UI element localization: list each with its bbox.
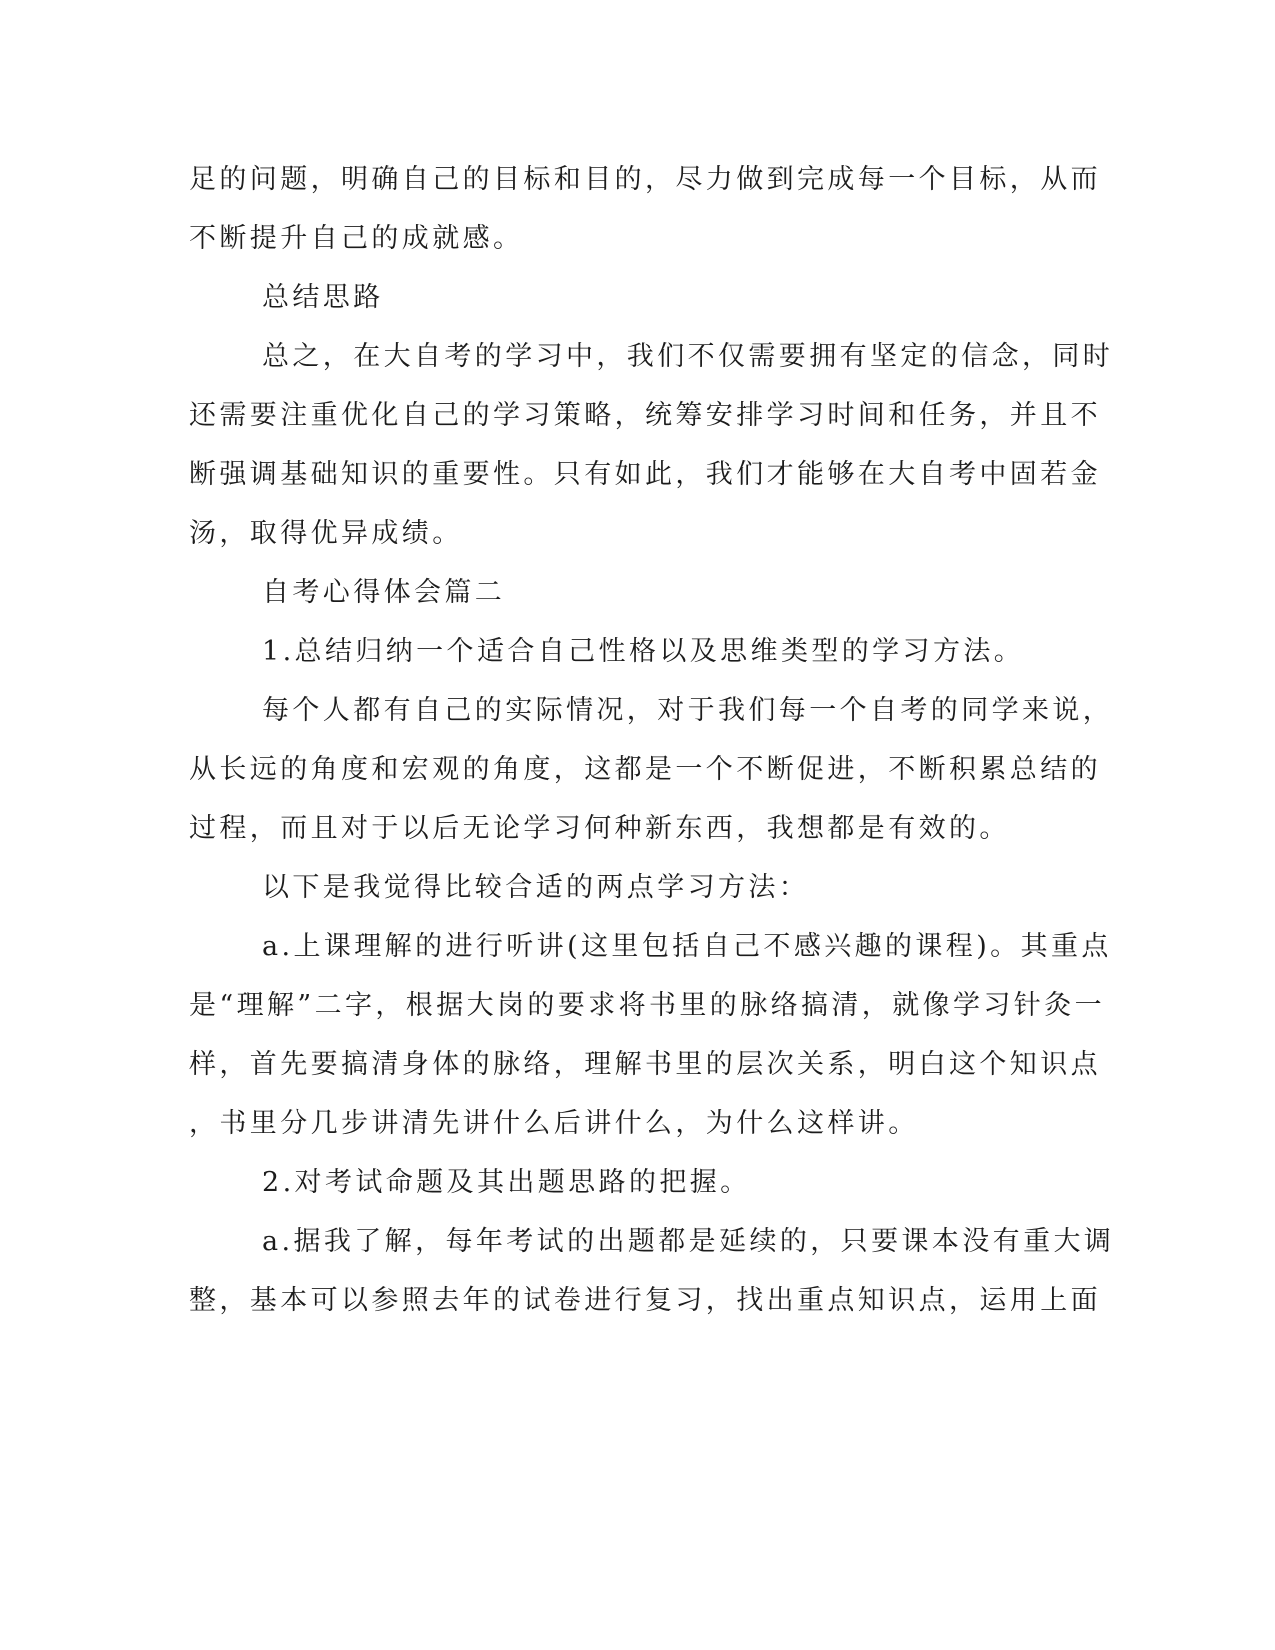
paragraph-line: 每个人都有自己的实际情况，对于我们每一个自考的同学来说， <box>262 695 1114 726</box>
paragraph-line: 断强调基础知识的重要性。只有如此，我们才能够在大自考中固若金 <box>189 459 1101 490</box>
paragraph-line: 整，基本可以参照去年的试卷进行复习，找出重点知识点，运用上面 <box>189 1285 1101 1316</box>
paragraph-line: 样，首先要搞清身体的脉络，理解书里的层次关系，明白这个知识点 <box>189 1049 1101 1080</box>
paragraph-line: 是“理解”二字，根据大岗的要求将书里的脉络搞清，就像学习针灸一 <box>189 990 1106 1021</box>
paragraph-line: 足的问题，明确自己的目标和目的，尽力做到完成每一个目标，从而 <box>189 164 1101 195</box>
list-item-heading: 2.对考试命题及其出题思路的把握。 <box>262 1167 751 1198</box>
paragraph-line: 总之，在大自考的学习中，我们不仅需要拥有坚定的信念，同时 <box>262 341 1114 372</box>
paragraph-line: 过程，而且对于以后无论学习何种新东西，我想都是有效的。 <box>189 813 1010 844</box>
paragraph-line: ，书里分几步讲清先讲什么后讲什么，为什么这样讲。 <box>189 1108 919 1139</box>
list-item-heading: 1.总结归纳一个适合自己性格以及思维类型的学习方法。 <box>262 636 1025 667</box>
paragraph-line: a.据我了解，每年考试的出题都是延续的，只要课本没有重大调 <box>262 1226 1115 1257</box>
paragraph-line: 以下是我觉得比较合适的两点学习方法： <box>262 872 810 903</box>
paragraph-line: a.上课理解的进行听讲(这里包括自己不感兴趣的课程)。其重点 <box>262 931 1112 962</box>
paragraph-line: 不断提升自己的成就感。 <box>189 223 524 254</box>
paragraph-line: 从长远的角度和宏观的角度，这都是一个不断促进，不断积累总结的 <box>189 754 1101 785</box>
section-heading: 总结思路 <box>262 282 384 313</box>
paragraph-line: 还需要注重优化自己的学习策略，统筹安排学习时间和任务，并且不 <box>189 400 1101 431</box>
paragraph-line: 汤，取得优异成绩。 <box>189 518 463 549</box>
section-heading: 自考心得体会篇二 <box>262 577 506 608</box>
